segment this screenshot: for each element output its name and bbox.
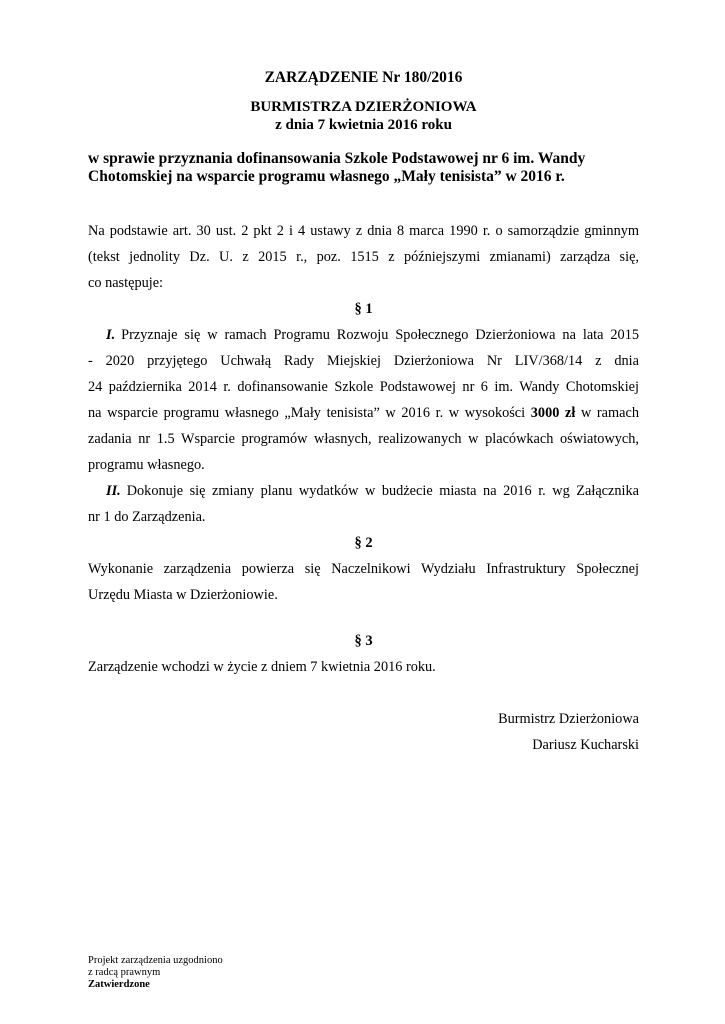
point-1-line-3: 24 października 2014 r. dofinansowanie Szkole Podstawowej nr 6 im. Wandy Chotomskiej (88, 379, 639, 395)
section-2-heading: § 2 (354, 535, 373, 551)
subject-line-2: Chotomskiej na wsparcie programu własnego „Mały tenisista” w 2016 r. (88, 168, 565, 185)
point-1-line-1 (88, 322, 639, 348)
point-1-text-4a: na wsparcie programu własnego „Mały tenisista” w 2016 r. w wysokości (88, 405, 531, 421)
point-1-line-5: zadania nr 1.5 Wsparcie programów własnych, realizowanych w placówkach oświatowych, (88, 431, 639, 447)
section-2-line-1: Wykonanie zarządzenia powierza się Naczelnikowi Wydziału Infrastruktury Społecznej (88, 561, 639, 577)
subject-line-1: w sprawie przyznania dofinansowania Szkole Podstawowej nr 6 im. Wandy (88, 150, 586, 167)
document-issuer: BURMISTRZA DZIERŻONIOWA (250, 99, 477, 115)
point-1-line-4 (88, 400, 639, 426)
section-3-line-1: Zarządzenie wchodzi w życie z dniem 7 kwietnia 2016 roku. (88, 659, 436, 675)
point-1-numeral: I. (106, 327, 116, 343)
point-2-text-1: Dokonuje się zmiany planu wydatków w budżecie miasta na 2016 r. wg Załącznika (126, 483, 639, 499)
section-3-heading: § 3 (354, 633, 373, 649)
document-title: ZARZĄDZENIE Nr 180/2016 (264, 69, 463, 86)
section-2-line-2: Urzędu Miasta w Dzierżoniowie. (88, 587, 278, 603)
point-2-line-2: nr 1 do Zarządzenia. (88, 509, 206, 525)
signature-role: Burmistrz Dzierżoniowa (498, 711, 639, 727)
signature-name: Dariusz Kucharski (532, 737, 639, 753)
footnote-line-2: z radcą prawnym (88, 967, 161, 978)
preamble-line-3: co następuje: (88, 275, 164, 291)
point-2-line-1 (88, 478, 639, 504)
point-1-text-1: Przyznaje się w ramach Programu Rozwoju Społecznego Dzierżoniowa na lata 2015 (121, 327, 639, 343)
document-date: z dnia 7 kwietnia 2016 roku (275, 117, 452, 133)
document-subject (88, 150, 639, 186)
footnote-approved: Zatwierdzone (88, 979, 150, 990)
point-1-line-2: - 2020 przyjętego Uchwałą Rady Miejskiej Dzierżoniowa Nr LIV/368/14 z dnia (88, 353, 639, 369)
point-1-text-4b: w ramach (575, 405, 639, 421)
preamble-line-1: Na podstawie art. 30 ust. 2 pkt 2 i 4 ustawy z dnia 8 marca 1990 r. o samorządzie gminnym (88, 223, 639, 239)
footnote-line-1: Projekt zarządzenia uzgodniono (88, 955, 223, 966)
point-2-numeral: II. (106, 483, 121, 499)
grant-amount: 3000 zł (530, 405, 576, 421)
section-1-heading: § 1 (354, 301, 373, 317)
point-1-line-6: programu własnego. (88, 457, 205, 473)
preamble-line-2: (tekst jednolity Dz. U. z 2015 r., poz. 1515 z późniejszymi zmianami) zarządza się, (88, 249, 639, 265)
